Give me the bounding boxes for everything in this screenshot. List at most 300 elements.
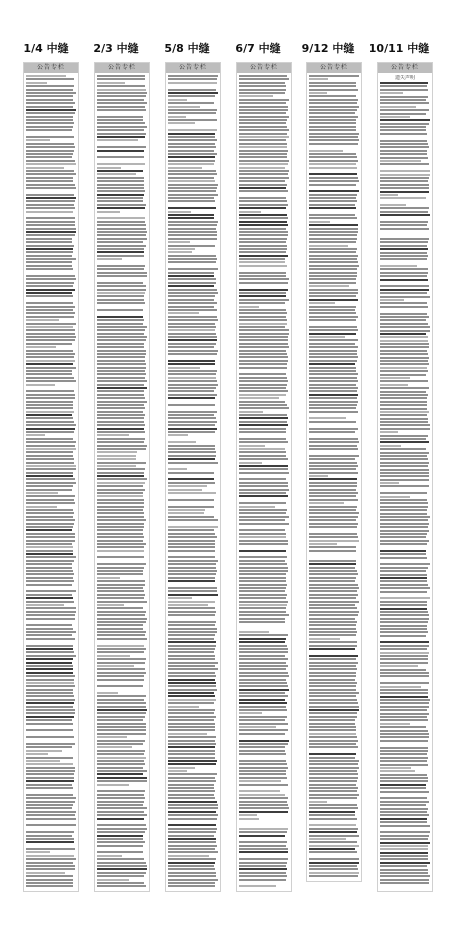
text-line: [26, 478, 75, 480]
text-line: [309, 475, 328, 477]
text-line: [239, 177, 289, 179]
text-line: [239, 828, 288, 830]
text-line: [97, 794, 144, 796]
text-line: [239, 818, 259, 820]
text-line: [97, 879, 129, 881]
text-line: [239, 343, 288, 345]
text-line: [309, 587, 359, 589]
text-line: [168, 851, 218, 853]
text-line: [97, 434, 129, 436]
text-line: [380, 669, 426, 671]
text-line: [309, 109, 357, 111]
text-line: [239, 261, 285, 263]
column-strip-5: [306, 62, 362, 882]
text-line: [97, 811, 144, 813]
text-line: [380, 391, 426, 393]
text-line: [239, 790, 280, 792]
text-line: [97, 604, 124, 606]
text-line: [380, 424, 430, 426]
text-line: [168, 801, 217, 803]
text-line: [309, 757, 355, 759]
text-line: [239, 702, 287, 704]
text-line: [380, 275, 427, 277]
text-line: [97, 119, 143, 121]
text-line: [239, 631, 269, 633]
text-line: [239, 377, 287, 379]
text-line: [168, 119, 217, 121]
text-line: [309, 770, 357, 772]
text-line: [97, 529, 143, 531]
text-line: [380, 252, 427, 254]
text-line: [97, 478, 147, 480]
text-line: [97, 546, 144, 548]
text-line: [239, 621, 285, 623]
text-line: [168, 621, 216, 623]
text-line: [97, 245, 146, 247]
text-line: [168, 319, 218, 321]
text-line: [168, 428, 217, 430]
text-line: [97, 495, 143, 497]
text-line: [309, 540, 359, 542]
text-line: [168, 99, 187, 101]
text-line: [239, 841, 287, 843]
column-header-4: 公告专栏: [237, 63, 291, 73]
text-line: [380, 631, 428, 633]
text-line: [239, 855, 287, 857]
text-line: [26, 106, 73, 108]
text-line: [239, 489, 289, 491]
text-line: [309, 146, 356, 148]
text-line: [97, 211, 120, 213]
text-line: [168, 777, 215, 779]
text-line: [26, 99, 73, 101]
text-line: [26, 316, 74, 318]
text-line: [26, 740, 75, 742]
text-line: [97, 231, 147, 233]
text-line: [239, 882, 285, 884]
text-line: [239, 109, 288, 111]
text-line: [239, 217, 288, 219]
text-line: [380, 113, 426, 115]
text-line: [97, 868, 147, 870]
text-line: [26, 184, 75, 186]
text-line: [168, 794, 214, 796]
text-line: [97, 92, 147, 94]
text-line: [380, 129, 426, 131]
text-line: [97, 448, 146, 450]
text-line: [309, 790, 357, 792]
text-line: [97, 862, 146, 864]
text-line: [97, 187, 144, 189]
text-line: [309, 424, 357, 426]
text-line: [380, 384, 408, 386]
text-line: [26, 651, 74, 653]
text-line: [380, 150, 427, 152]
text-line: [168, 438, 218, 440]
text-line: [97, 295, 144, 297]
text-line: [239, 99, 289, 101]
text-line: [26, 634, 72, 636]
text-line: [239, 604, 287, 606]
text-line: [380, 177, 429, 179]
text-line: [309, 295, 356, 297]
text-line: [239, 326, 285, 328]
text-line: [168, 553, 216, 555]
text-line: [239, 482, 288, 484]
text-line: [168, 489, 202, 491]
text-line: [239, 156, 287, 158]
text-line: [380, 445, 401, 447]
text-line: [380, 238, 429, 240]
text-line: [380, 241, 428, 243]
text-line: [380, 462, 429, 464]
text-line: [26, 709, 75, 711]
text-line: [97, 797, 145, 799]
text-line: [168, 502, 217, 504]
text-line: [309, 411, 358, 413]
text-line: [239, 472, 289, 474]
text-line: [26, 441, 76, 443]
text-line: [380, 197, 426, 199]
text-line: [380, 784, 426, 786]
text-line: [380, 848, 428, 850]
text-line: [239, 150, 288, 152]
text-line: [97, 695, 146, 697]
text-line: [309, 763, 358, 765]
text-line: [97, 597, 144, 599]
text-line: [26, 628, 73, 630]
text-line: [26, 787, 73, 789]
text-line: [168, 295, 215, 297]
text-line: [97, 387, 147, 389]
text-line: [380, 143, 428, 145]
text-line: [97, 824, 146, 826]
text-line: [97, 573, 143, 575]
text-line: [380, 780, 428, 782]
column-header-3: 公告专栏: [166, 63, 220, 73]
text-line: [26, 472, 73, 474]
text-line: [239, 78, 289, 80]
text-line: [26, 207, 75, 209]
text-line: [309, 197, 356, 199]
text-line: [309, 333, 356, 335]
text-line: [309, 743, 356, 745]
text-line: [26, 485, 73, 487]
text-line: [309, 292, 358, 294]
text-line: [168, 268, 218, 270]
text-line: [239, 665, 288, 667]
text-line: [239, 85, 286, 87]
text-line: [97, 855, 122, 857]
text-line: [168, 689, 217, 691]
text-line: [239, 618, 285, 620]
text-line: [239, 614, 289, 616]
text-line: [26, 689, 73, 691]
text-line: [239, 241, 286, 243]
text-line: [239, 634, 288, 636]
text-line: [309, 838, 346, 840]
text-line: [97, 217, 145, 219]
text-line: [97, 634, 145, 636]
text-line: [168, 336, 217, 338]
text-line: [97, 184, 144, 186]
text-line: [97, 153, 147, 155]
text-line: [97, 282, 143, 284]
text-line: [309, 872, 359, 874]
text-line: [309, 580, 355, 582]
text-line: [380, 126, 426, 128]
text-line: [239, 648, 288, 650]
text-line: [309, 255, 358, 257]
text-line: [26, 143, 74, 145]
text-line: [380, 648, 427, 650]
text-line: [97, 729, 146, 731]
text-line: [97, 106, 145, 108]
text-line: [97, 533, 143, 535]
text-line: [168, 573, 216, 575]
text-line: [26, 560, 74, 562]
text-line: [26, 716, 74, 718]
text-line: [309, 170, 356, 172]
text-line: [26, 516, 73, 518]
text-line: [239, 136, 289, 138]
text-line: [239, 838, 286, 840]
text-line: [97, 679, 144, 681]
text-line: [168, 702, 214, 704]
text-line: [309, 129, 356, 131]
text-line: [26, 519, 75, 521]
text-line: [380, 553, 426, 555]
text-line: [380, 787, 426, 789]
text-line: [168, 211, 191, 213]
text-line: [309, 194, 357, 196]
text-line: [168, 604, 208, 606]
text-line: [309, 807, 358, 809]
text-line: [239, 611, 286, 613]
text-line: [239, 465, 288, 467]
text-line: [309, 329, 358, 331]
notice-text-body: [380, 75, 430, 889]
text-line: [309, 136, 358, 138]
text-line: [26, 828, 76, 830]
text-line: [380, 306, 428, 308]
text-line: [26, 618, 75, 620]
text-line: [380, 733, 429, 735]
text-line: [168, 716, 216, 718]
text-line: [26, 438, 73, 440]
text-line: [168, 377, 216, 379]
text-line: [380, 299, 404, 301]
text-line: [97, 323, 143, 325]
text-line: [380, 136, 428, 138]
text-line: [239, 706, 286, 708]
text-line: [380, 394, 428, 396]
text-line: [97, 685, 143, 687]
text-line: [168, 414, 214, 416]
text-line: [309, 814, 355, 816]
text-line: [97, 736, 127, 738]
text-line: [309, 316, 358, 318]
text-line: [309, 468, 356, 470]
text-line: [26, 692, 73, 694]
text-line: [309, 350, 357, 352]
text-line: [97, 702, 146, 704]
text-line: [26, 546, 73, 548]
text-line: [97, 329, 145, 331]
text-line: [380, 584, 428, 586]
text-line: [168, 292, 218, 294]
text-line: [168, 651, 214, 653]
text-line: [26, 82, 47, 84]
text-line: [168, 248, 195, 250]
text-line: [97, 312, 146, 314]
text-line: [309, 875, 358, 877]
text-line: [380, 530, 429, 532]
text-line: [239, 770, 286, 772]
text-line: [380, 268, 428, 270]
text-line: [26, 95, 73, 97]
text-line: [380, 794, 427, 796]
text-line: [239, 885, 276, 887]
text-line: [168, 228, 216, 230]
text-line: [309, 753, 356, 755]
text-line: [309, 529, 355, 531]
text-line: [380, 655, 428, 657]
text-line: [380, 597, 430, 599]
text-line: [380, 865, 427, 867]
text-line: [239, 431, 286, 433]
text-line: [239, 258, 285, 260]
text-line: [239, 512, 286, 514]
text-line: [97, 424, 145, 426]
text-line: [168, 726, 215, 728]
text-line: [239, 139, 286, 141]
text-line: [97, 333, 144, 335]
text-line: [309, 89, 358, 91]
text-line: [309, 865, 357, 867]
text-line: [168, 729, 215, 731]
text-line: [26, 190, 73, 192]
text-line: [26, 824, 76, 826]
text-line: [168, 597, 192, 599]
text-line: [26, 160, 75, 162]
text-line: [26, 387, 73, 389]
text-line: [168, 512, 204, 514]
text-line: [26, 682, 74, 684]
text-line: [380, 119, 430, 121]
text-line: [168, 712, 214, 714]
text-line: [26, 339, 75, 341]
text-line: [309, 726, 356, 728]
text-line: [97, 594, 145, 596]
text-line: [26, 275, 75, 277]
text-line: [309, 848, 355, 850]
text-line: [168, 238, 217, 240]
text-line: [168, 478, 214, 480]
text-line: [26, 729, 73, 731]
text-line: [309, 736, 357, 738]
text-line: [26, 475, 73, 477]
text-line: [168, 434, 188, 436]
text-line: [26, 299, 74, 301]
text-line: [26, 831, 74, 833]
text-line: [309, 590, 357, 592]
text-line: [26, 573, 74, 575]
text-line: [309, 740, 358, 742]
text-line: [26, 672, 73, 674]
text-line: [380, 174, 430, 176]
text-line: [97, 838, 143, 840]
text-line: [26, 845, 74, 847]
text-line: [97, 302, 145, 304]
text-line: [97, 339, 146, 341]
text-line: [309, 184, 356, 186]
text-line: [239, 831, 287, 833]
text-line: [168, 740, 215, 742]
text-line: [168, 519, 218, 521]
text-line: [168, 763, 216, 765]
text-line: [26, 550, 73, 552]
text-line: [380, 316, 429, 318]
text-line: [239, 740, 289, 742]
text-line: [239, 468, 288, 470]
text-line: [380, 750, 428, 752]
text-line: [380, 638, 427, 640]
text-line: [97, 672, 146, 674]
text-line: [168, 614, 215, 616]
text-line: [380, 85, 427, 87]
text-line: [26, 733, 74, 735]
text-line: [97, 570, 143, 572]
text-line: [380, 757, 428, 759]
text-line: [309, 275, 357, 277]
text-line: [309, 234, 357, 236]
text-line: [26, 167, 64, 169]
text-line: [26, 668, 73, 670]
column-header-5: 公告专栏: [307, 63, 361, 73]
text-line: [97, 607, 143, 609]
text-line: [97, 668, 145, 670]
text-line: [380, 869, 428, 871]
text-line: [380, 167, 428, 169]
text-line: [97, 858, 144, 860]
text-line: [380, 496, 410, 498]
text-line: [168, 278, 216, 280]
text-line: [97, 753, 144, 755]
text-line: [97, 377, 145, 379]
text-line: [168, 804, 218, 806]
text-line: [26, 818, 76, 820]
text-line: [380, 519, 428, 521]
text-line: [97, 709, 147, 711]
text-line: [309, 343, 355, 345]
text-line: [380, 608, 427, 610]
text-line: [97, 363, 146, 365]
text-line: [309, 248, 357, 250]
text-line: [239, 292, 286, 294]
text-line: [26, 122, 74, 124]
text-line: [168, 458, 215, 460]
text-line: [97, 272, 147, 274]
text-line: [26, 431, 74, 433]
text-line: [97, 584, 145, 586]
text-line: [380, 862, 430, 864]
text-line: [168, 112, 216, 114]
text-line: [239, 780, 281, 782]
text-line: [309, 200, 357, 202]
text-line: [239, 126, 287, 128]
text-line: [97, 370, 145, 372]
